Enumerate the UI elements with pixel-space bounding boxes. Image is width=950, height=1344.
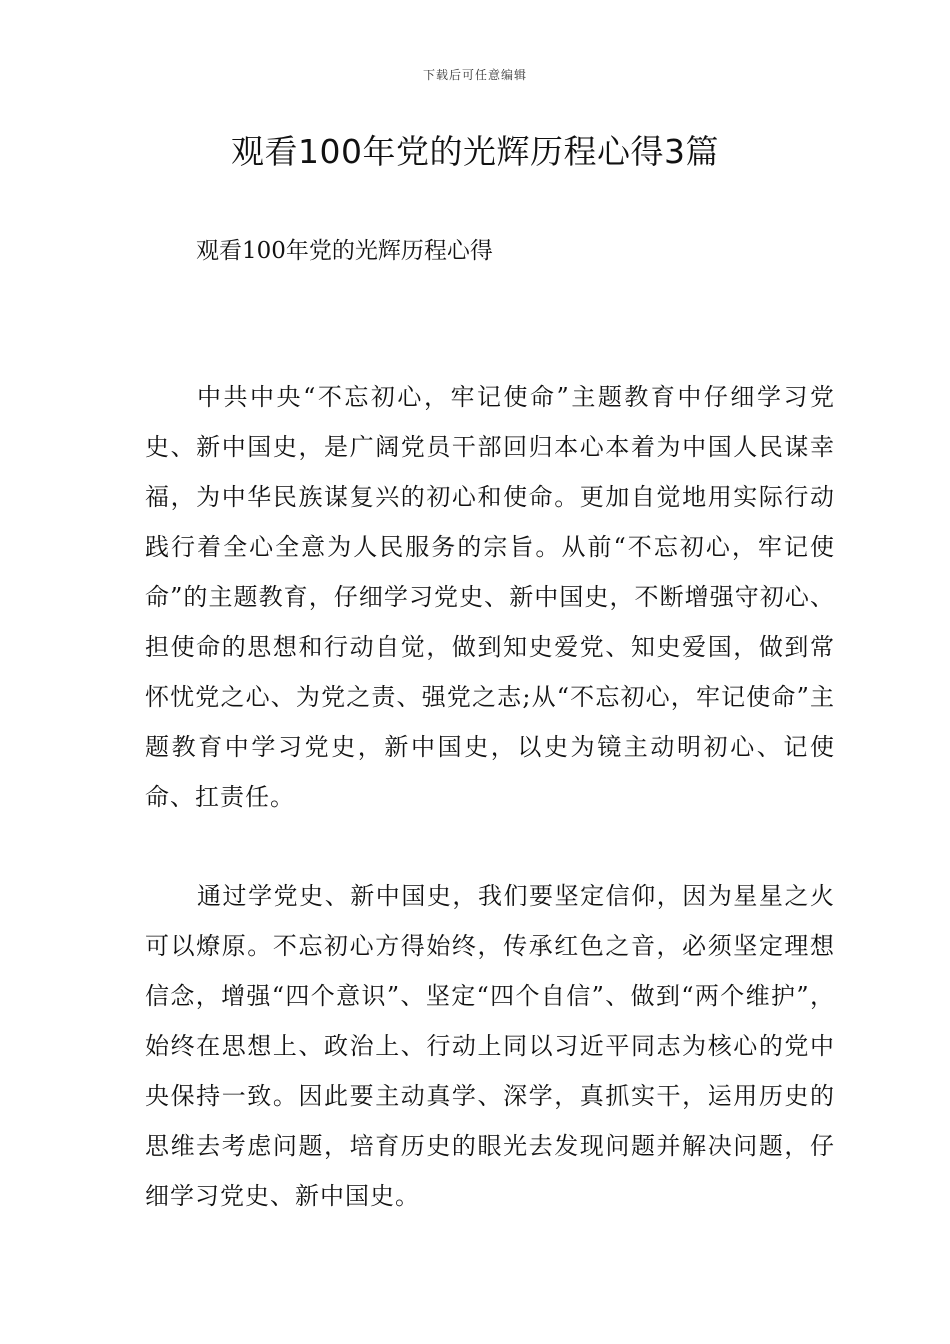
- document-subtitle: 观看100年党的光辉历程心得: [196, 238, 493, 264]
- document-title: 观看100年党的光辉历程心得3篇: [231, 132, 719, 171]
- body-paragraph-2: 通过学党史、新中国史，我们要坚定信仰，因为星星之火可以燎原。不忘初心方得始终，传承红色之音，必须坚定理想信念，增强“四个意识”、坚定“四个自信”、做到“两个维护”，始终在思想上、政治上、行动上同以习近平同志为核心的党中央保持一致。因此要主动真学、深学，真抓实干，运用历史的思维去考虑问题，培育历史的眼光去发现问题并解决问题，仔细学习党史、新中国史。: [145, 882, 835, 1210]
- header-note: 下载后可任意编辑: [422, 68, 527, 82]
- body-paragraph-1: 中共中央“不忘初心，牢记使命”主题教育中仔细学习党史、新中国史，是广阔党员干部回归本心本着为中国人民谋幸福，为中华民族谋复兴的初心和使命。更加自觉地用实际行动践行着全心全意为人民服务的宗旨。从前“不忘初心，牢记使命”的主题教育，仔细学习党史、新中国史，不断增强守初心、担使命的思想和行动自觉，做到知史爱党、知史爱国，做到常怀忧党之心、为党之责、强党之志;从“不忘初心，牢记使命”主题教育中学习党史，新中国史，以史为镜主动明初心、记使命、扛责任。: [145, 383, 835, 811]
